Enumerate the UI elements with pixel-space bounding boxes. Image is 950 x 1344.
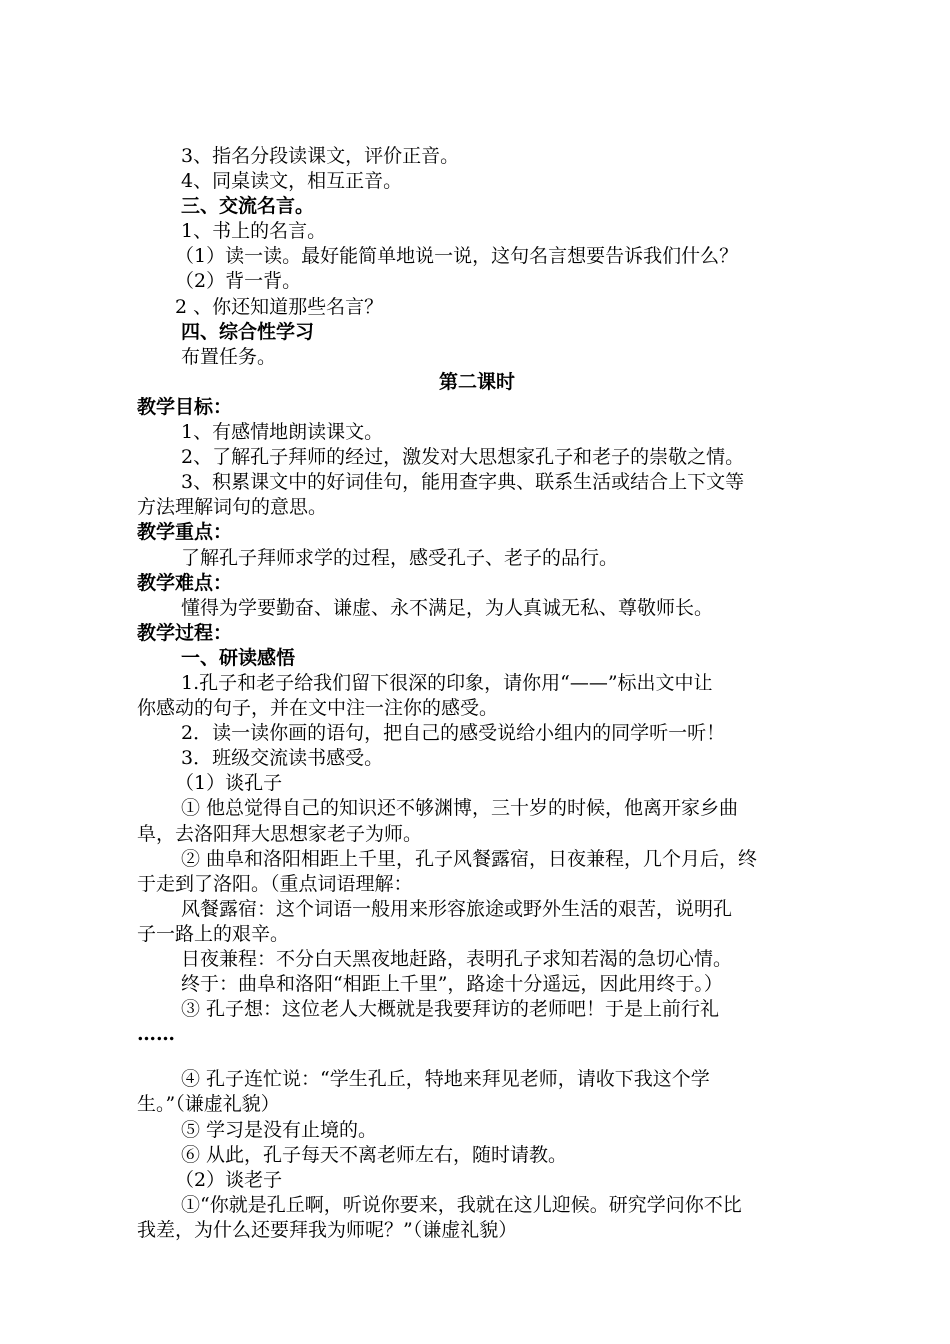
paragraph-line: 3．班级交流读书感受。 [181,747,384,770]
list-item: 2 、你还知道那些名言？ [175,295,384,318]
paragraph-line: 子一路上的艰辛。 [137,922,290,945]
paragraph-line: 2．读一读你画的语句，把自己的感受说给小组内的同学听一听！ [181,722,726,745]
list-item: 4、同桌读文，相互正音。 [181,170,403,193]
paragraph-line: 布置任务。 [181,345,277,368]
list-item: 2、了解孔子拜师的经过，激发对大思想家孔子和老子的崇敬之情。 [181,446,745,469]
paragraph-line: ① 他总觉得自己的知识还不够渊博，三十岁的时候，他离开家乡曲 [181,797,739,820]
paragraph-line: ⑥ 从此，孔子每天不离老师左右，随时请教。 [181,1143,568,1166]
section-heading: 一、研读感悟 [181,646,296,669]
section-heading: 三、交流名言。 [181,195,315,218]
paragraph-line: ④ 孔子连忙说：“学生孔丘，特地来拜见老师，请收下我这个学 [181,1068,710,1091]
list-item: 1、有感情地朗读课文。 [181,421,384,444]
paragraph-line: 阜，去洛阳拜大思想家老子为师。 [137,822,423,845]
paragraph-line: 1.孔子和老子给我们留下很深的印象，请你用“——”标出文中让 [181,671,713,694]
document-page [137,144,827,1243]
subsection-heading: （2）谈老子 [175,1168,283,1191]
paragraph-line: ③ 孔子想：这位老人大概就是我要拜访的老师吧！于是上前行礼 [181,998,720,1021]
section-heading: 四、综合性学习 [181,320,315,343]
section-label: 教学过程： [137,621,233,644]
spacer [137,1047,827,1067]
paragraph-line: 日夜兼程：不分白天黑夜地赶路，表明孔子求知若渴的急切心情。 [181,948,733,970]
subsection-heading: （1）谈孔子 [175,772,283,795]
list-item: （2）背一背。 [175,270,302,293]
paragraph-line: 风餐露宿：这个词语一般用来形容旅途或野外生活的艰苦，说明孔 [181,897,733,920]
paragraph-line: 于走到了洛阳。（重点词语理解： [137,872,413,895]
list-item: 3、积累课文中的好词佳句，能用查字典、联系生活或结合上下文等 [181,471,745,494]
paragraph-line: ⑤ 学习是没有止境的。 [181,1118,378,1141]
list-item: 1、书上的名言。 [181,220,327,243]
paragraph-line: 方法理解词句的意思。 [137,496,328,519]
paragraph-line: 我差，为什么还要拜我为师呢？”（谦虚礼貌） [137,1218,518,1241]
section-label: 教学难点： [137,571,233,594]
list-item: （1）读一读。最好能简单地说一说，这句名言想要告诉我们什么？ [175,245,739,268]
paragraph-line: 了解孔子拜师求学的过程，感受孔子、老子的品行。 [181,546,619,569]
paragraph-line: 生。”（谦虚礼貌） [137,1093,280,1116]
paragraph-line: 懂得为学要勤奋、谦虚、永不满足，为人真诚无私、尊敬师长。 [181,596,714,619]
paragraph-line: ② 曲阜和洛阳相距上千里，孔子风餐露宿，日夜兼程，几个月后，终 [181,847,758,870]
section-label: 教学重点： [137,521,233,544]
lesson-title: 第二课时 [438,370,515,393]
section-label: 教学目标： [137,395,233,418]
paragraph-line: 终于：曲阜和洛阳“相距上千里”，路途十分遥远，因此用终于。） [181,973,723,996]
list-item: 3、指名分段读课文，评价正音。 [181,145,460,167]
paragraph-line: …… [137,1023,175,1046]
paragraph-line: ①“你就是孔丘啊，听说你要来，我就在这儿迎候。研究学问你不比 [181,1193,742,1216]
paragraph-line: 你感动的句子，并在文中注一注你的感受。 [137,697,499,720]
